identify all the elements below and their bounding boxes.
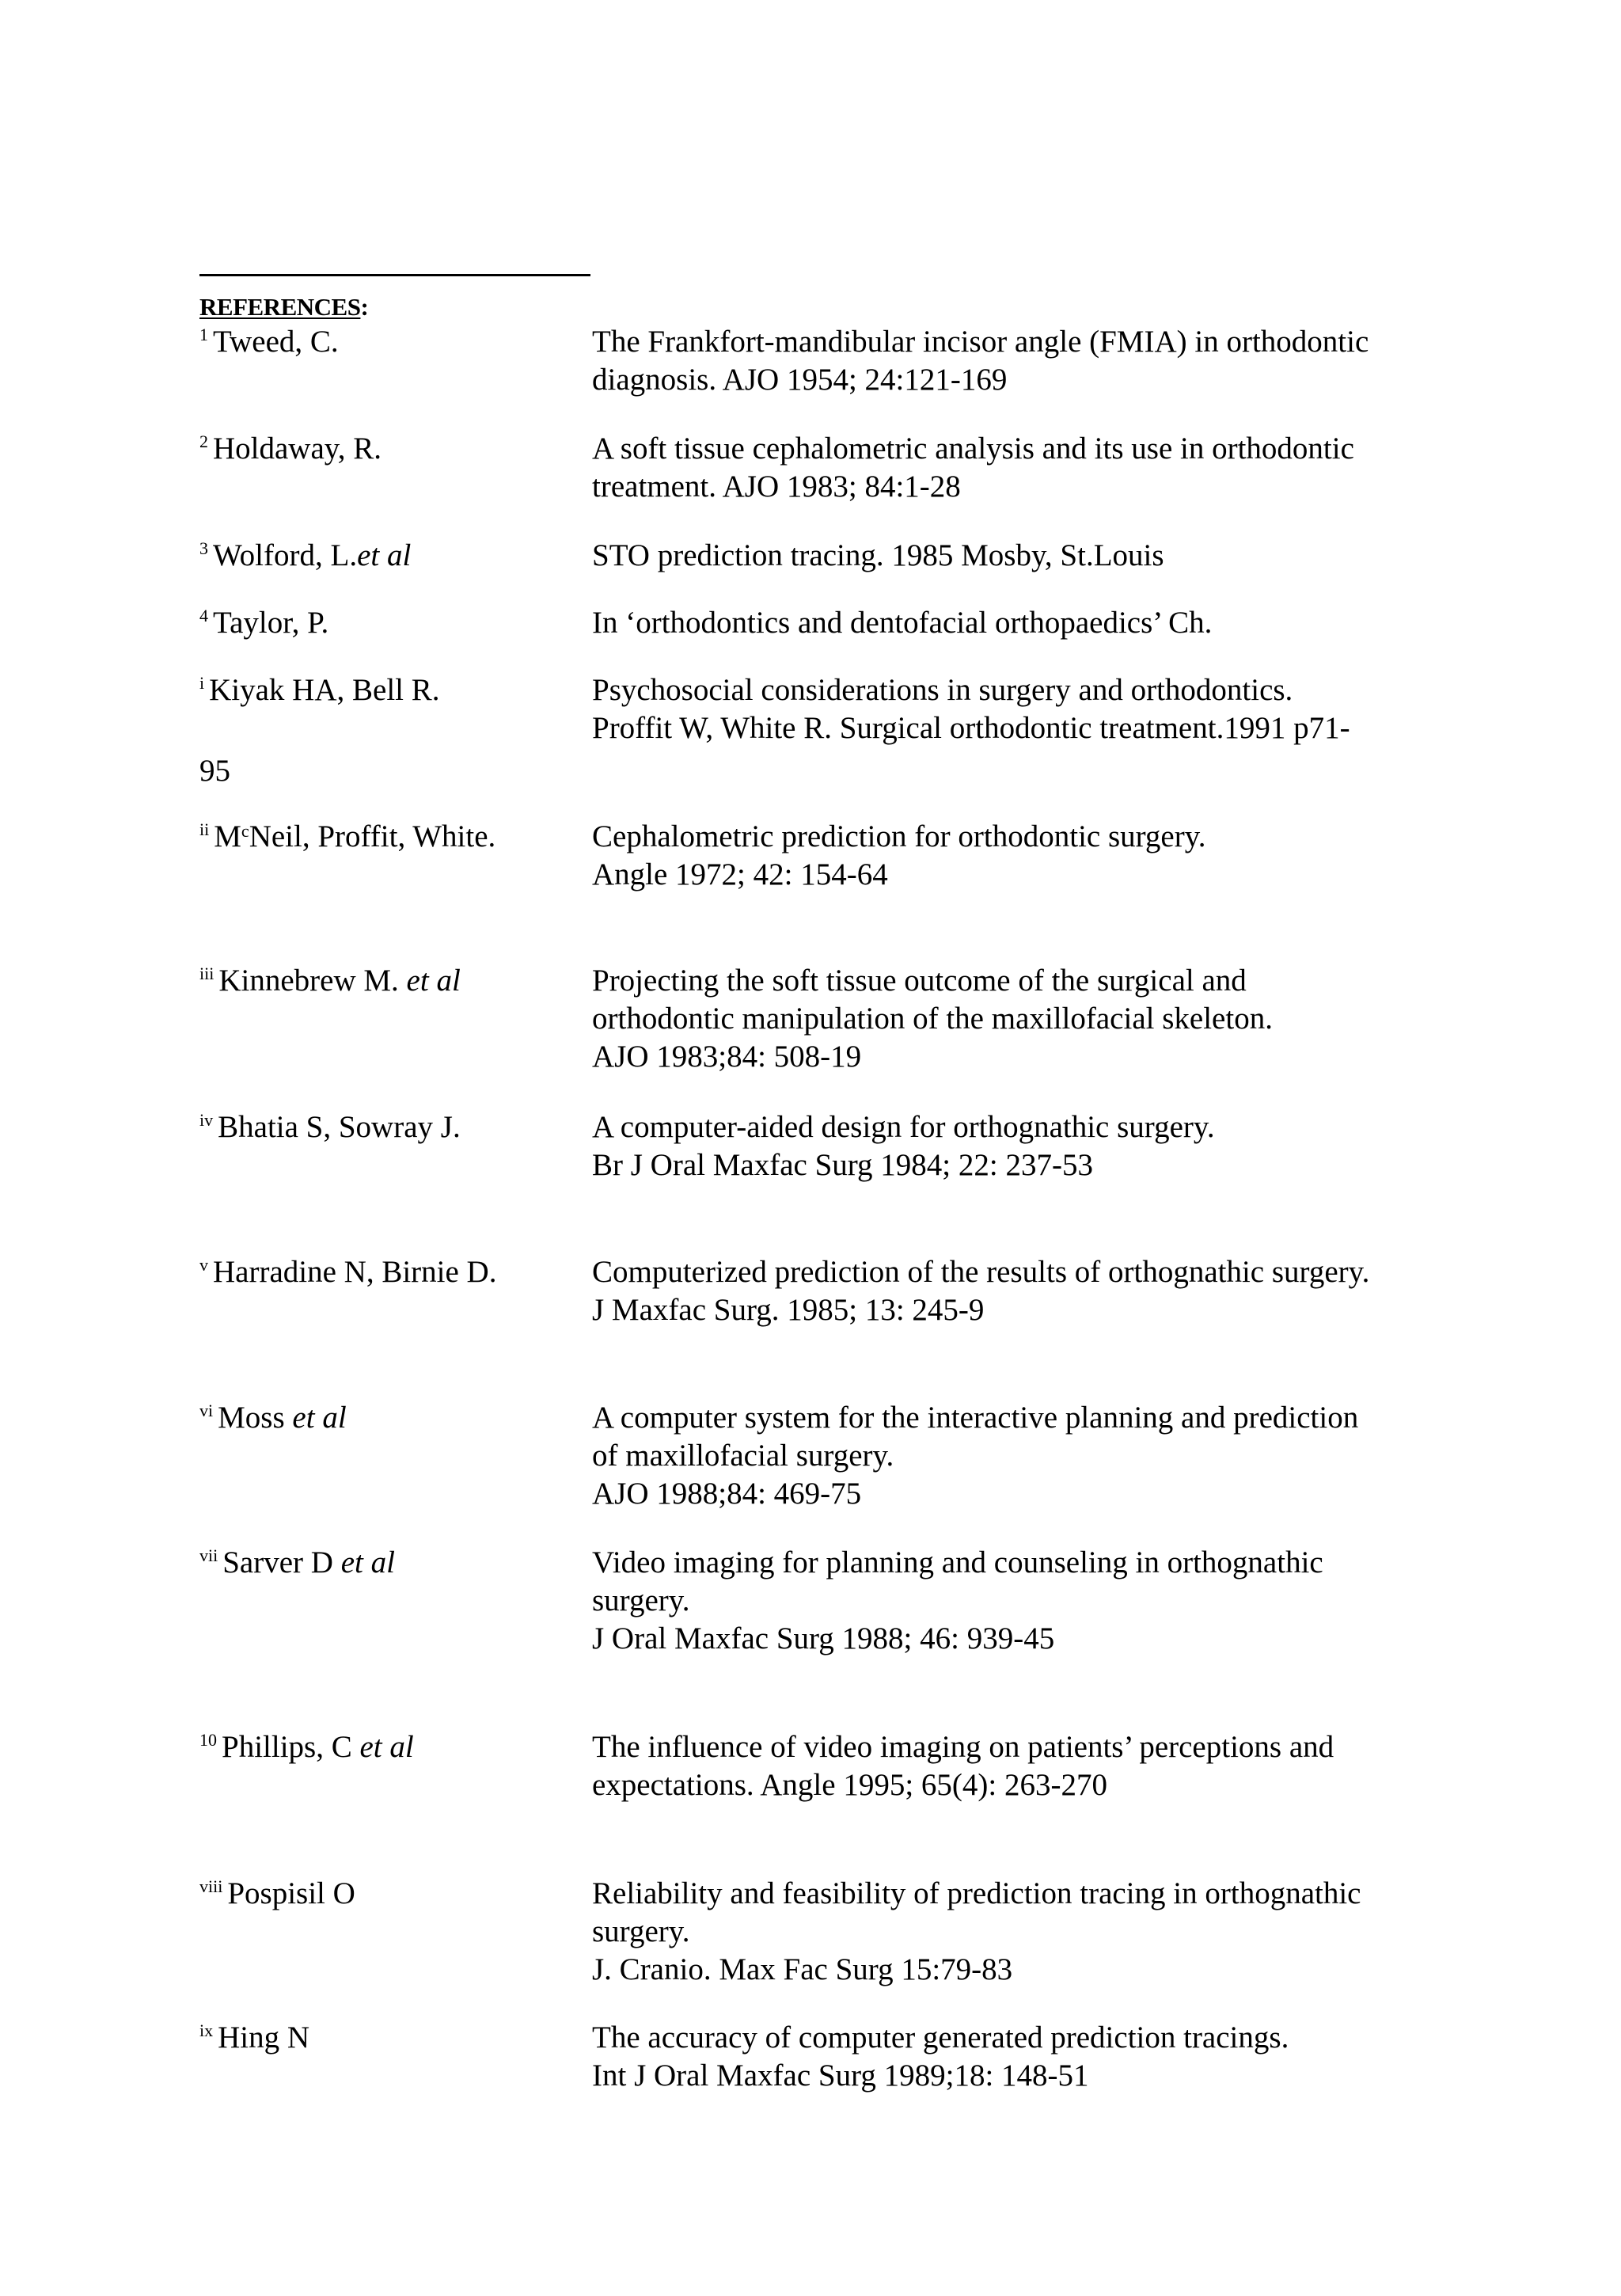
reference-marker: ii	[199, 819, 210, 839]
reference-author-name: Kinnebrew M.	[218, 964, 407, 998]
reference-author-name: Tweed, C.	[213, 325, 339, 359]
reference-author-name: Sarver D	[222, 1545, 341, 1579]
citation-line: Psychosocial considerations in surgery and orthodontics.	[592, 673, 1293, 707]
reference-author-etal: et al	[357, 538, 412, 572]
reference-marker: 1	[199, 325, 208, 344]
citation-line: surgery.	[592, 1583, 690, 1617]
citation-line: The accuracy of computer generated prediction tracings.	[592, 2020, 1289, 2055]
citation-line: Int J Oral Maxfac Surg 1989;18: 148-51	[592, 2058, 1089, 2093]
citation-line: of maxillofacial surgery.	[592, 1439, 894, 1473]
footnote-separator-rule	[199, 274, 590, 276]
reference-marker: vi	[199, 1401, 214, 1420]
reference-author	[199, 962, 461, 1004]
reference-citation	[592, 1399, 1423, 1513]
reference-marker: iv	[199, 1110, 214, 1130]
reference-author	[199, 323, 339, 365]
citation-line: Br J Oral Maxfac Surg 1984; 22: 237-53	[592, 1148, 1093, 1182]
citation-line: Reliability and feasibility of prediction tracing in orthognathic	[592, 1876, 1361, 1910]
citation-line: Projecting the soft tissue outcome of the surgical and	[592, 964, 1247, 998]
citation-line: The influence of video imaging on patients’ perceptions and	[592, 1730, 1334, 1764]
citation-line: orthodontic manipulation of the maxillofacial skeleton.	[592, 1002, 1273, 1036]
citation-line: A soft tissue cephalometric analysis and its use in orthodontic	[592, 431, 1354, 466]
reference-marker: v	[199, 1255, 208, 1275]
reference-author-name: Harradine N, Birnie D.	[213, 1255, 497, 1289]
citation-line: AJO 1983;84: 508-19	[592, 1040, 862, 1074]
reference-author	[199, 1544, 395, 1586]
reference-author-name: Taylor, P.	[213, 606, 329, 640]
reference-marker: i	[199, 673, 205, 693]
reference-author-etal: et al	[340, 1545, 395, 1579]
reference-author	[199, 2019, 309, 2061]
reference-citation	[592, 2019, 1423, 2095]
citation-line: In ‘orthodontics and dentofacial orthopaedics’ Ch.	[592, 606, 1213, 640]
reference-marker: 2	[199, 431, 208, 451]
reference-marker: vii	[199, 1545, 218, 1565]
reference-author: $^{ii}$ $M^cNeil$, Proffit, White.	[199, 819, 496, 853]
reference-author	[199, 1108, 461, 1150]
citation-line: A computer-aided design for orthognathic surgery.	[592, 1110, 1215, 1144]
reference-author-name: Pospisil O	[227, 1876, 355, 1910]
reference-citation	[592, 1108, 1423, 1184]
references-heading	[199, 293, 368, 321]
reference-author-name: Hing N	[218, 2020, 310, 2055]
citation-line: Proffit W, White R. Surgical orthodontic treatment.1991 p71-	[592, 711, 1350, 745]
citation-line: J. Cranio. Max Fac Surg 15:79-83	[592, 1952, 1013, 1986]
reference-author-name: Bhatia S, Sowray J.	[218, 1110, 461, 1144]
citation-line: expectations. Angle 1995; 65(4): 263-270	[592, 1768, 1107, 1802]
citation-line: STO prediction tracing. 1985 Mosby, St.Louis	[592, 538, 1164, 572]
reference-citation	[592, 1728, 1423, 1804]
reference-author-name: Kiyak HA, Bell R.	[209, 673, 440, 707]
citation-line: A computer system for the interactive planning and prediction	[592, 1401, 1359, 1435]
references-heading-colon: :	[360, 293, 369, 321]
reference-citation	[592, 537, 1423, 575]
reference-marker: ix	[199, 2020, 214, 2040]
reference-citation	[592, 818, 1423, 894]
citation-line: treatment. AJO 1983; 84:1-28	[592, 469, 961, 504]
reference-citation	[592, 604, 1423, 642]
reference-citation	[592, 1544, 1423, 1658]
citation-line: The Frankfort-mandibular incisor angle (FMIA) in orthodontic	[592, 325, 1369, 359]
reference-author-name: Phillips, C	[222, 1730, 360, 1764]
reference-author-etal: et al	[359, 1730, 414, 1764]
reference-marker: iii	[199, 964, 214, 983]
reference-marker: 3	[199, 538, 208, 558]
reference-marker: 10	[199, 1730, 217, 1750]
reference-author	[199, 1253, 496, 1295]
reference-author-etal: et al	[292, 1401, 347, 1435]
wrapped-page-range: 95	[199, 754, 230, 788]
reference-author	[199, 1399, 347, 1441]
citation-line: Cephalometric prediction for orthodontic surgery.	[592, 819, 1206, 853]
reference-author-name: Holdaway, R.	[213, 431, 382, 466]
citation-line: Video imaging for planning and counseling in orthognathic	[592, 1545, 1323, 1579]
reference-author	[199, 671, 440, 713]
reference-author	[199, 604, 328, 646]
reference-author	[199, 537, 411, 579]
reference-author	[199, 430, 382, 472]
citation-line: diagnosis. AJO 1954; 24:121-169	[592, 363, 1008, 397]
reference-author-etal: et al	[406, 964, 461, 998]
reference-marker: 4	[199, 606, 208, 625]
citation-line: J Maxfac Surg. 1985; 13: 245-9	[592, 1293, 985, 1327]
reference-citation	[592, 430, 1423, 506]
reference-citation	[592, 1253, 1423, 1329]
reference-citation	[592, 671, 1423, 747]
references-heading-text: REFERENCES	[199, 293, 361, 321]
reference-citation	[592, 323, 1423, 399]
reference-author	[199, 1728, 414, 1770]
reference-citation	[592, 962, 1423, 1076]
reference-author	[199, 1875, 355, 1917]
citation-line: J Oral Maxfac Surg 1988; 46: 939-45	[592, 1621, 1055, 1655]
citation-line: Computerized prediction of the results of orthognathic surgery.	[592, 1255, 1370, 1289]
reference-marker: viii	[199, 1876, 223, 1896]
citation-line: surgery.	[592, 1914, 690, 1948]
reference-author-name: Moss	[218, 1401, 293, 1435]
citation-line: Angle 1972; 42: 154-64	[592, 857, 888, 891]
reference-author-name: Wolford, L.	[213, 538, 358, 572]
reference-citation	[592, 1875, 1423, 1989]
citation-line: AJO 1988;84: 469-75	[592, 1477, 862, 1511]
